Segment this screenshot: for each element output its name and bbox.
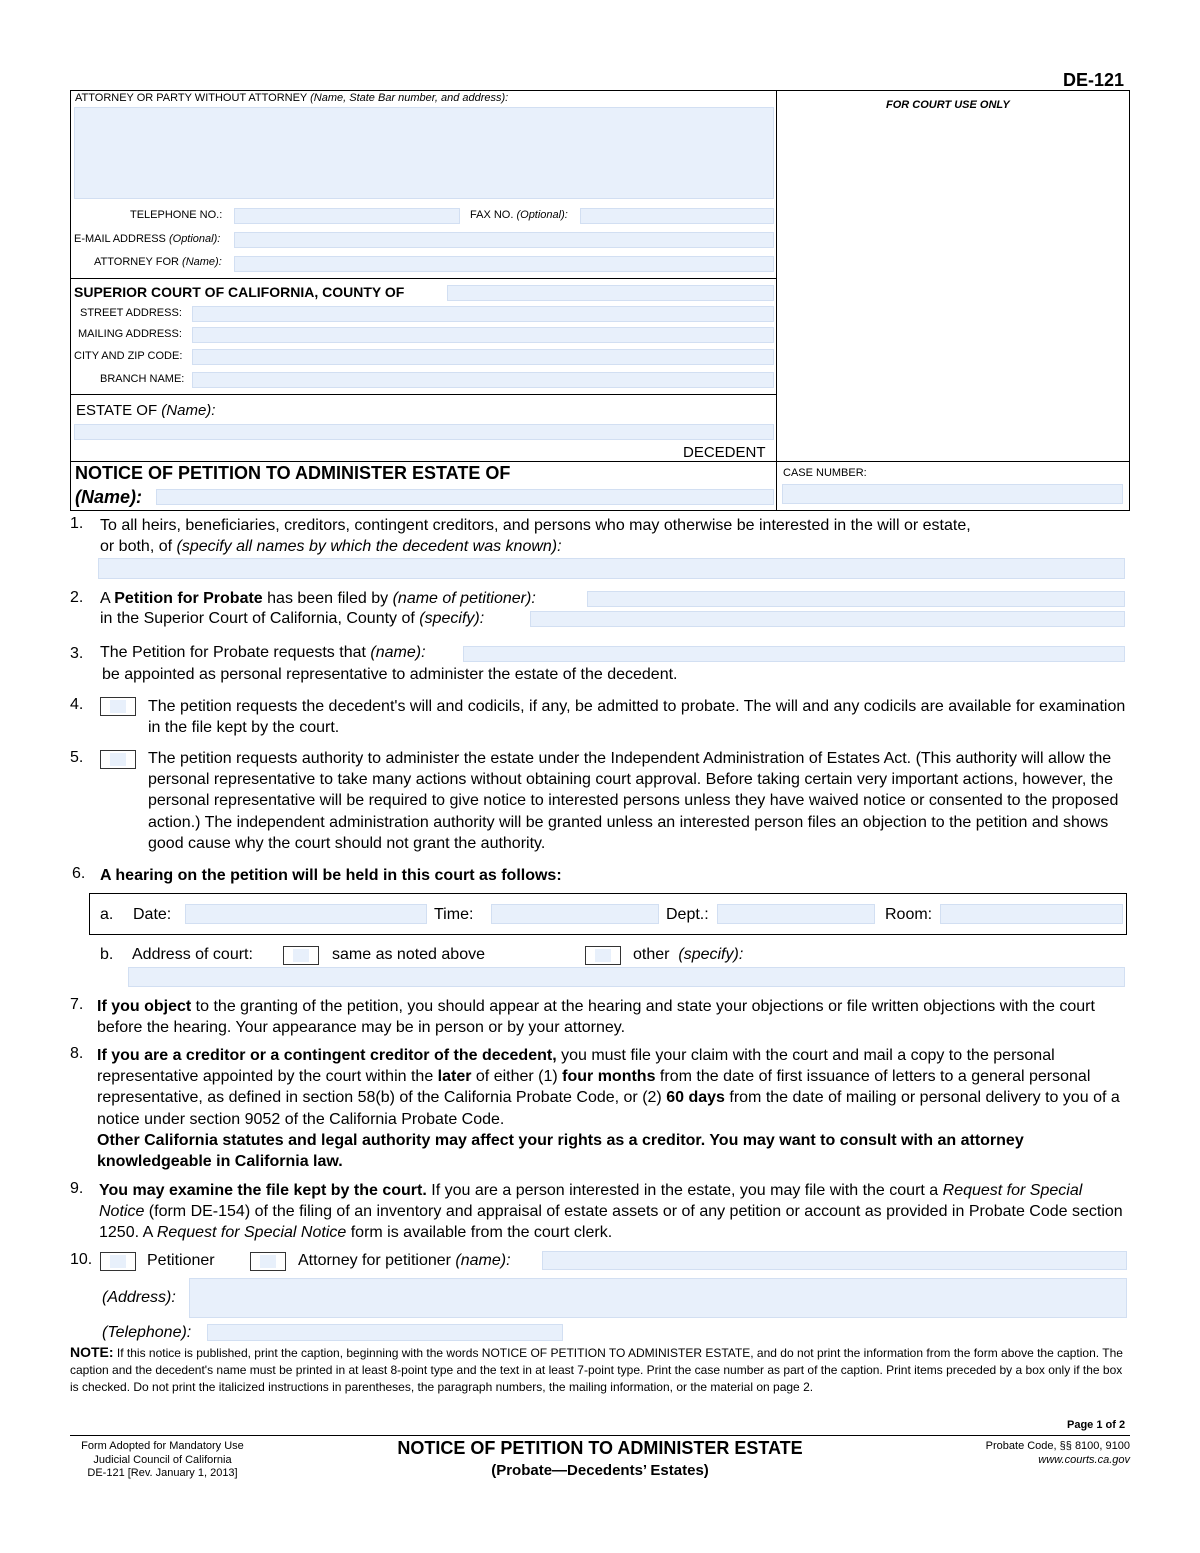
fax-field[interactable] [580, 208, 774, 224]
county-specify-field[interactable] [530, 611, 1125, 627]
attorney-name-field[interactable] [542, 1251, 1127, 1270]
same-address-checkbox[interactable] [283, 946, 319, 965]
item-7-number: 7. [70, 996, 84, 1013]
attorney-for-petitioner-label: Attorney for petitioner (name): [298, 1252, 511, 1269]
attorney-for-label: ATTORNEY FOR (Name): [94, 256, 222, 268]
address-of-court-label: Address of court: [132, 946, 253, 963]
superior-court-label: SUPERIOR COURT OF CALIFORNIA, COUNTY OF [74, 284, 405, 300]
city-zip-field[interactable] [192, 349, 774, 365]
attorney-checkbox[interactable] [250, 1252, 286, 1271]
item-1-number: 1. [70, 515, 84, 532]
footer-code: Probate Code, §§ 8100, 9100 [985, 1440, 1130, 1452]
hearing-a-label: a. [100, 906, 114, 923]
hearing-b-label: b. [100, 946, 114, 963]
footer-subtitle: (Probate—Decedents’ Estates) [491, 1462, 709, 1479]
divider-court [70, 394, 777, 395]
branch-name-field[interactable] [192, 372, 774, 388]
footer-adopted: Form Adopted for Mandatory Use Judicial Council of California DE-121 [Rev. January 1, 2013] [81, 1440, 244, 1479]
telephone-item-label: (Telephone): [102, 1324, 192, 1341]
court-use-label: FOR COURT USE ONLY [886, 99, 1010, 111]
notice-name-field[interactable] [156, 489, 774, 505]
branch-name-label: BRANCH NAME: [100, 373, 185, 385]
divider-title [70, 461, 1130, 462]
notice-name-label: (Name): [75, 487, 143, 507]
footer-website[interactable]: www.courts.ca.gov [1038, 1454, 1130, 1466]
street-address-label: STREET ADDRESS: [80, 307, 182, 319]
estate-of-label: ESTATE OF (Name): [76, 402, 216, 419]
item-2-line1: A Petition for Probate has been filed by (name of petitioner): [100, 590, 536, 607]
footer-title: NOTICE OF PETITION TO ADMINISTER ESTATE [397, 1438, 803, 1458]
note-text: NOTE: If this notice is published, print the caption, beginning with the words NOTICE OF PETITION TO ADMINISTER ESTATE, and do not print the information from the form above the caption. The caption and the decedent's name must be printed in at least 8-point type and the text in at least 7-point type. Print the case number as part of the caption. Print items preceded by a box only if the box is checked. Do not print the italicized instructions in parentheses, the paragraph numbers, the mailing information, or the material on page 2. [70, 1344, 1123, 1394]
page-number: Page 1 of 2 [1067, 1419, 1126, 1431]
item-5-number: 5. [70, 749, 84, 766]
case-number-field[interactable] [782, 484, 1123, 504]
city-zip-label: CITY AND ZIP CODE: [74, 350, 183, 362]
petitioner-checkbox[interactable] [100, 1252, 136, 1271]
representative-name-field[interactable] [463, 646, 1125, 662]
item-9-text: You may examine the file kept by the court. If you are a person interested in the estate, you may file with the court a Request for Special Notice (form DE-154) of the filing of an inventory and appraisal of estate assets or of any petition or account as provided in Probate Code section 1250. A Request for Special Notice form is available from the court clerk. [99, 1182, 1123, 1242]
decedent-label: DECEDENT [683, 444, 766, 461]
hearing-dept-field[interactable] [717, 904, 875, 924]
hearing-dept-label: Dept.: [666, 906, 709, 923]
item-1-line1: To all heirs, beneficiaries, creditors, contingent creditors, and persons who may otherwise be interested in the will or estate, [100, 517, 971, 534]
telephone-label: TELEPHONE NO.: [130, 209, 223, 221]
hearing-time-field[interactable] [491, 904, 659, 924]
item-2-number: 2. [70, 589, 84, 606]
decedent-names-field[interactable] [98, 558, 1125, 579]
item-5-checkbox[interactable] [100, 750, 136, 769]
item-9-number: 9. [70, 1180, 84, 1197]
telephone-item-field[interactable] [207, 1324, 563, 1341]
address-field[interactable] [189, 1278, 1127, 1318]
divider-attorney [70, 278, 777, 279]
other-address-field[interactable] [128, 967, 1125, 987]
item-5-text: The petition requests authority to administer the estate under the Independent Administration of Estates Act. (This authority will allow the personal representative to take many actions without obtaining court approval. Before taking certain very important actions, however, the personal representative will be required to give notice to interested persons unless they have waived notice or consented to the proposed action.) The independent administration authority will be granted unless an interested person files an objection to the petition and shows good cause why the court should not grant the authority. [148, 750, 1119, 852]
item-4-number: 4. [70, 696, 84, 713]
estate-name-field[interactable] [74, 424, 774, 440]
item-3-line2: be appointed as personal representative to administer the estate of the decedent. [102, 666, 678, 683]
item-3-line1: The Petition for Probate requests that (name): [100, 644, 426, 661]
fax-label: FAX NO. (Optional): [470, 209, 568, 221]
same-address-label: same as noted above [332, 946, 485, 963]
other-address-label: other (specify): [633, 946, 744, 963]
petitioner-label: Petitioner [147, 1252, 215, 1269]
hearing-room-field[interactable] [940, 904, 1123, 924]
item-7-text: If you object to the granting of the petition, you should appear at the hearing and state your objections or file written objections with the court before the hearing. Your appearance may be in person or by your attorney. [97, 998, 1095, 1037]
notice-title: NOTICE OF PETITION TO ADMINISTER ESTATE OF [75, 463, 511, 483]
item-8-number: 8. [70, 1045, 84, 1062]
footer-rule [70, 1435, 1130, 1436]
hearing-date-field[interactable] [185, 904, 427, 924]
item-10-number: 10. [70, 1251, 93, 1268]
attorney-label: ATTORNEY OR PARTY WITHOUT ATTORNEY (Name, State Bar number, and address): [75, 92, 509, 104]
item-6-number: 6. [72, 865, 86, 882]
hearing-room-label: Room: [885, 906, 933, 923]
hearing-time-label: Time: [434, 906, 474, 923]
attorney-name-address-field[interactable] [74, 107, 774, 199]
item-4-text: The petition requests the decedent's will and codicils, if any, be admitted to probate. The will and any codicils are available for examination in the file kept by the court. [148, 698, 1126, 737]
item-1-line2: or both, of (specify all names by which the decedent was known): [100, 538, 562, 555]
county-field[interactable] [447, 285, 774, 301]
mailing-address-label: MAILING ADDRESS: [78, 328, 182, 340]
case-number-label: CASE NUMBER: [783, 467, 867, 479]
address-label: (Address): [102, 1289, 176, 1306]
item-4-checkbox[interactable] [100, 697, 136, 716]
hearing-date-label: Date: [133, 906, 172, 923]
item-8-text: If you are a creditor or a contingent creditor of the decedent, you must file your claim with the court and mail a copy to the personal representative appointed by the court within the later of either (1) four months from the date of first issuance of letters to a general personal representative, as defined in section 58(b) of the California Probate Code, or (2) 60 days from the date of mailing or personal delivery to you of a notice under section 9052 of the California Probate Code. Other California statutes and legal authority may affect your rights as a creditor. You may want to consult with an attorney knowledgeable in California law. [97, 1047, 1120, 1171]
form-id: DE-121 [1063, 70, 1125, 90]
attorney-for-field[interactable] [234, 256, 774, 272]
petitioner-name-field[interactable] [587, 591, 1125, 607]
email-label: E-MAIL ADDRESS (Optional): [74, 233, 221, 245]
telephone-field[interactable] [234, 208, 460, 224]
header-right-box [776, 90, 1130, 511]
item-6-text: A hearing on the petition will be held in this court as follows: [100, 867, 562, 884]
email-field[interactable] [234, 232, 774, 248]
other-address-checkbox[interactable] [585, 946, 621, 965]
mailing-address-field[interactable] [192, 327, 774, 343]
street-address-field[interactable] [192, 306, 774, 322]
item-2-line2: in the Superior Court of California, County of (specify): [100, 610, 485, 627]
item-3-number: 3. [70, 645, 84, 662]
